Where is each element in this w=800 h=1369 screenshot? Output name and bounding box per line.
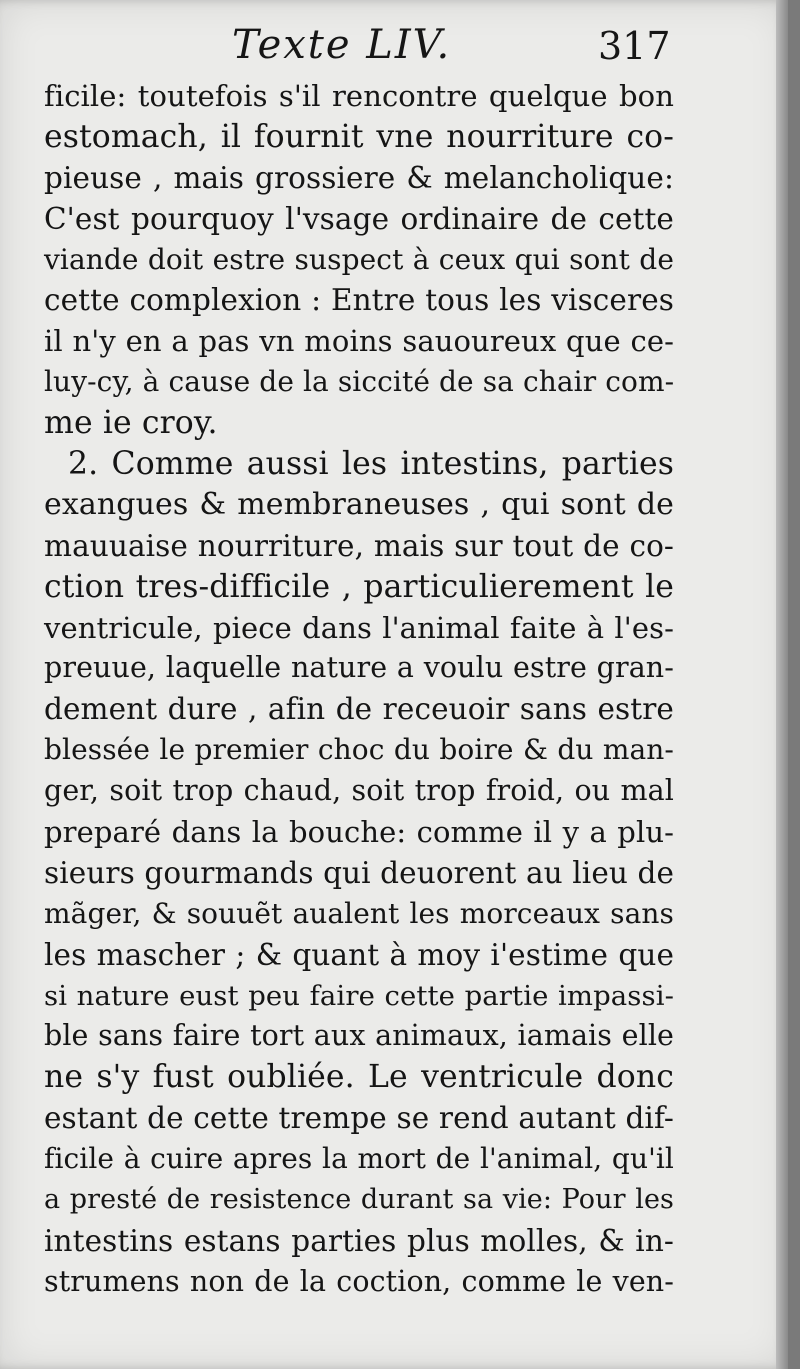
text-line: sieurs gourmands qui deuorent au lieu de xyxy=(44,855,674,890)
text-line: preparé dans la bouche: comme il y a plu- xyxy=(44,815,674,850)
text-line: si nature eust peu faire cette partie impassi- xyxy=(44,979,674,1012)
text-line: blessée le premier choc du boire & du man- xyxy=(44,733,674,767)
text-line: exangues & membraneuses , qui sont de xyxy=(44,486,674,522)
text-line: estant de cette trempe se rend autant dif- xyxy=(44,1101,674,1136)
text-line: ne s'y fust oubliée. Le ventricule donc xyxy=(44,1059,674,1096)
text-line: ction tres-difficile , particulierement le xyxy=(44,568,674,605)
text-line: il n'y en a pas vn moins sauoureux que ce- xyxy=(44,324,674,359)
text-line: les mascher ; & quant à moy i'estime que xyxy=(44,937,674,972)
text-line: viande doit estre suspect à ceux qui sont de xyxy=(44,242,674,276)
text-line: me ie croy. xyxy=(44,405,218,442)
text-line: ble sans faire tort aux animaux, iamais elle xyxy=(44,1019,674,1053)
text-line: pieuse , mais grossiere & melancholique: xyxy=(44,160,674,195)
text-line: mãger, & souuẽt aualent les morceaux sans xyxy=(44,896,674,930)
text-line: ficile à cuire apres la mort de l'animal, qu'il xyxy=(44,1142,674,1176)
text-line: dement dure , afin de receuoir sans estre xyxy=(44,692,674,727)
text-line: ventricule, piece dans l'animal faite à l'es- xyxy=(44,610,674,645)
text-line: a presté de resistence durant sa vie: Pour les xyxy=(44,1184,674,1216)
text-line: strumens non de la coction, comme le ven- xyxy=(44,1264,674,1298)
text-line: ficile: toutefois s'il rencontre quelque bon xyxy=(44,79,674,113)
paragraph-start-line: 2. Comme aussi les intestins, parties xyxy=(68,446,674,483)
text-line: mauuaise nourriture, mais sur tout de co- xyxy=(44,528,674,563)
running-title: Texte LIV. xyxy=(232,22,452,68)
text-line: estomach, il fournit vne nourriture co- xyxy=(44,118,674,155)
text-line: preuue, laquelle nature a voulu estre gran- xyxy=(44,651,674,685)
page-number: 317 xyxy=(598,24,671,68)
text-line: intestins estans parties plus molles, & in- xyxy=(44,1223,674,1258)
page-edge-shadow xyxy=(776,0,788,1369)
text-line: C'est pourquoy l'vsage ordinaire de cette xyxy=(44,201,674,236)
text-line: ger, soit trop chaud, soit trop froid, ou mal xyxy=(44,774,674,808)
body-text xyxy=(44,76,674,1303)
text-line: cette complexion : Entre tous les visceres xyxy=(44,283,674,318)
page-header xyxy=(0,22,788,74)
text-line: luy-cy, à cause de la siccité de sa chair com- xyxy=(44,365,675,399)
